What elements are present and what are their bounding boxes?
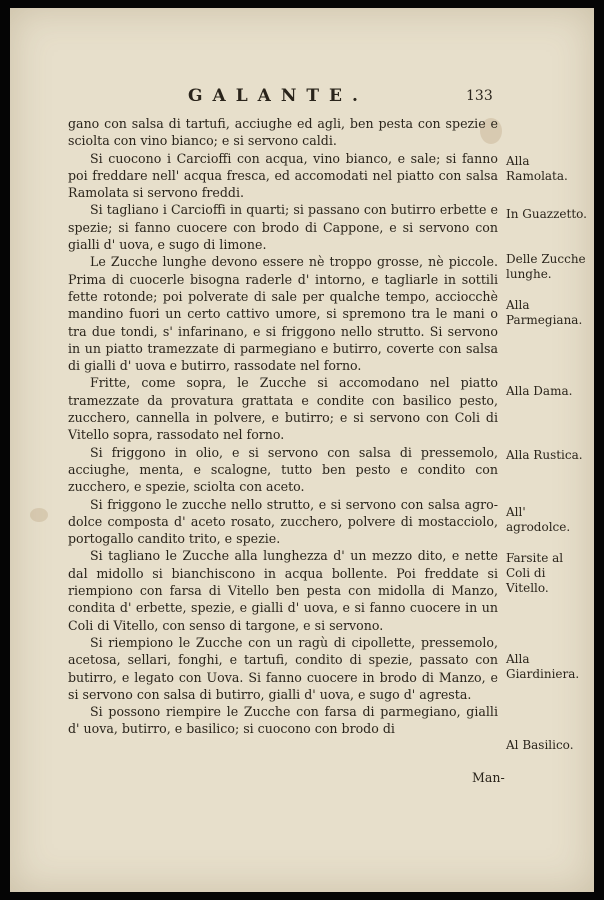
paragraph: Si friggono le zucche nello strutto, e si servono con salsa agro-dolce composta d' aceto rosato, zucchero, polvere di mostacciolo, portogallo candito trito, e spezie. [68,496,498,547]
margin-note: Alla Dama. [506,384,573,398]
page-number: 133 [466,88,493,104]
catchword: Man- [472,770,505,785]
margin-note: Delle Zucche lunghe. [506,252,586,281]
paragraph: gano con salsa di tartufi, acciughe ed agli, ben pesta con spezie e sciolta con vino bianco; e si servono caldi. [68,116,498,149]
running-head: GALANTE. [188,86,368,106]
paper-stain [30,508,48,522]
margin-note: All' agrodolce. [506,505,571,534]
margin-note: Farsite al Coli di Vitello. [506,551,564,595]
paragraph: Si tagliano le Zucche alla lunghezza d' un mezzo dito, e nette dal midollo si bianchiscono in acqua bollente. Poi freddate si riempiono con farsa di Vitello ben pesta con midolla di Manzo, condita d' erbette, spezie, e gialli d' uova, e si fanno cuocere in un Coli di Vitello, con senso di targone, e si servono. [68,548,498,633]
paragraph: Le Zucche lunghe devono essere nè troppo grosse, nè piccole. Prima di cuocerle bisogna raderle d' intorno, e tagliarle in sottili fette rotonde; poi polverate di sale per qualche tempo, acciocchè mandino fuori un certo cattivo umore, si spremono tra le mani o tra due tondi, s' infarinano, e si friggono nello strutto. Si servono in un piatto tramezzate di parmegiano e butirro, coverte con salsa di gialli d' uova e butirro, rassodate nel forno. [68,254,498,374]
book-page [10,8,594,892]
margin-note: In Guazzetto. [506,207,587,221]
paragraph: Si riempiono le Zucche con un ragù di cipollette, pressemolo, acetosa, sellari, fonghi, e tartufi, condito di spezie, passato con butirro, e legato con Uova. Si fanno cuocere in brodo di Manzo, e si servono con salsa di butirro, gialli d' uova, e sugo d' agresta. [68,634,498,702]
paragraph: Si friggono in olio, e si servono con salsa di pressemolo, acciughe, menta, e scalogne, tutto ben pesto e condito con zucchero, e spezie, sciolta con aceto. [68,444,498,495]
margin-note: Alla Giardiniera. [506,652,580,681]
body-text [68,115,498,738]
margin-note: Alla Rustica. [506,448,583,462]
paragraph: Si cuocono i Carcioffi con acqua, vino bianco, e sale; si fanno poi freddare nell' acqua fresca, ed accomodati nel piatto con salsa Ramolata si servono freddi. [68,150,498,201]
paragraph: Si tagliano i Carcioffi in quarti; si passano con butirro erbette e spezie; si fanno cuocere con brodo di Cappone, e si servono con gialli d' uova, e sugo di limone. [68,202,498,253]
margin-note: Alla Parmegiana. [506,298,583,327]
paragraph: Fritte, come sopra, le Zucche si accomodano nel piatto tramezzate da provatura grattata e condite con basilico pesto, zucchero, cannella in polvere, e butirro; e si servono con Coli di Vitello sopra, rassodato nel forno. [68,375,498,443]
paragraph: Si possono riempire le Zucche con farsa di parmegiano, gialli d' uova, butirro, e basilico; si cuocono con brodo di [68,704,498,737]
margin-note: Alla Ramolata. [506,154,568,183]
margin-note: Al Basilico. [506,738,574,752]
